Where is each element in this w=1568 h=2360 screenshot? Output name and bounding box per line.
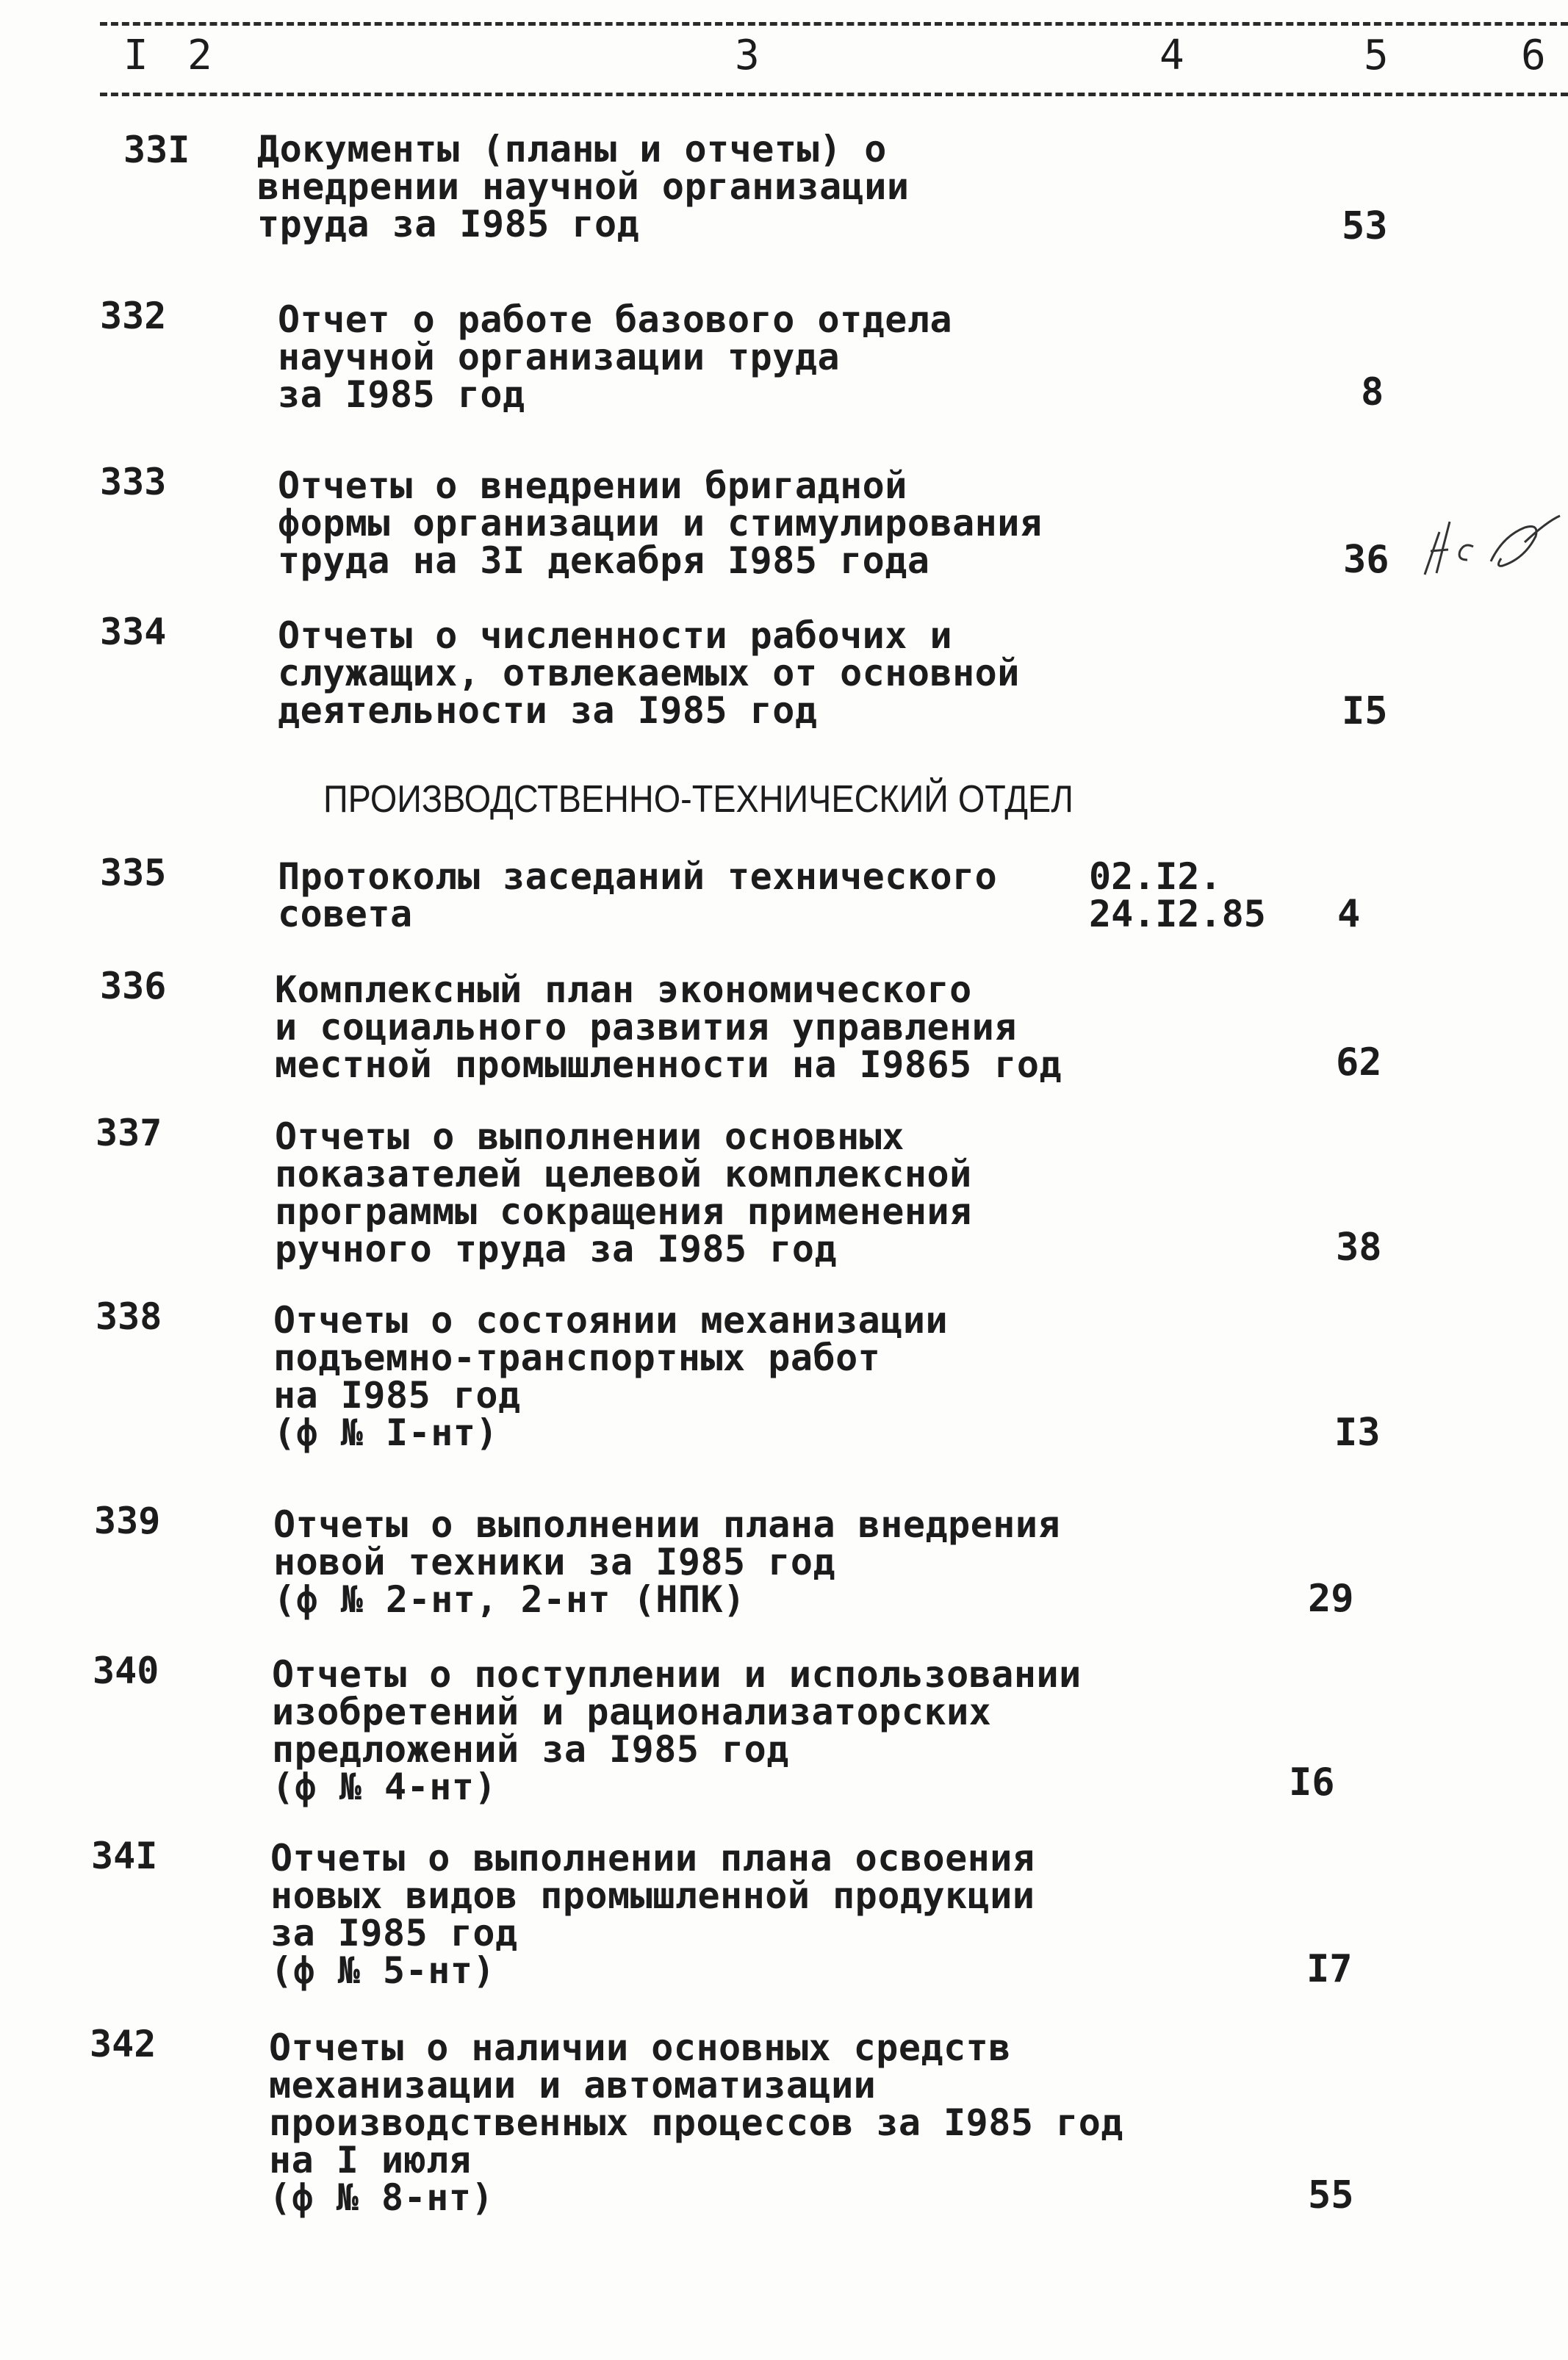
column-header-3: 3 <box>735 32 760 79</box>
entry-title: Протоколы заседаний технического совета <box>278 855 998 935</box>
entry-number: 334 <box>100 611 167 653</box>
entry-sheet-count: 38 <box>1336 1226 1382 1270</box>
column-header-5: 5 <box>1364 32 1389 79</box>
entry-number: 335 <box>100 852 167 894</box>
entry-title: Отчеты о численности рабочих и служащих, отвлекаемых от основной деятельности за I985 год <box>278 614 1020 732</box>
entry-number: 338 <box>96 1295 162 1338</box>
entry-sheet-count: 36 <box>1343 538 1389 582</box>
entry-number: 33I <box>123 129 190 171</box>
handwritten-note-image <box>1414 507 1561 588</box>
entry-title: Отчеты о поступлении и использовании изобретений и рационализаторских предложений за I985 год (ф № 4-нт) <box>272 1653 1082 1808</box>
entry-title: Документы (планы и отчеты) о внедрении научной организации труда за I985 год <box>257 128 910 245</box>
entry-sheet-count: 4 <box>1337 892 1361 936</box>
entry-title: Отчеты о выполнении плана освоения новых видов промышленной продукции за I985 год (ф № 5-нт) <box>270 1837 1035 1992</box>
column-header-1: I <box>123 32 148 79</box>
entry-number: 332 <box>100 295 167 337</box>
entry-sheet-count: 53 <box>1342 204 1388 248</box>
entry-number: 342 <box>90 2023 157 2065</box>
entry-sheet-count: 8 <box>1361 370 1384 414</box>
entry-sheet-count: I6 <box>1289 1760 1335 1805</box>
entry-sheet-count: I7 <box>1306 1947 1353 1991</box>
entry-title: Отчеты о наличии основных средств механизации и автоматизации производственных процессов за I985 год на I июля (ф № 8-нт) <box>269 2026 1123 2219</box>
entry-title: Отчеты о выполнении основных показателей целевой комплексной программы сокращения применения ручного труда за I985 год <box>275 1115 972 1270</box>
entry-title: Отчеты о внедрении бригадной формы организации и стимулирования труда на 3I декабря I985 года <box>278 464 1043 582</box>
column-header-6: 6 <box>1521 32 1546 79</box>
entry-title: Комплексный план экономического и социального развития управления местной промышленности на I9865 год <box>275 968 1062 1086</box>
entry-number: 337 <box>96 1112 162 1154</box>
entry-number: 34I <box>91 1835 158 1877</box>
entry-sheet-count: 29 <box>1308 1577 1354 1621</box>
entry-title: Отчеты о выполнении плана внедрения новой техники за I985 год (ф № 2-нт, 2-нт (НПК) <box>273 1503 1061 1621</box>
header-top-rule <box>100 22 1568 26</box>
entry-number: 340 <box>93 1650 159 1692</box>
header-bottom-rule <box>100 93 1568 96</box>
entry-number: 333 <box>100 461 167 503</box>
entry-number: 336 <box>100 965 167 1007</box>
entry-title: Отчет о работе базового отдела научной организации труда за I985 год <box>278 298 953 416</box>
column-header-4: 4 <box>1159 32 1184 79</box>
section-heading: ПРОИЗВОДСТВЕННО-ТЕХНИЧЕСКИЙ ОТДЕЛ <box>323 778 1073 821</box>
entry-sheet-count: 62 <box>1336 1040 1382 1084</box>
column-header-2: 2 <box>187 32 212 79</box>
entry-number: 339 <box>94 1500 161 1542</box>
entry-date-range: 02.I2. 24.I2.85 <box>1089 855 1266 935</box>
entry-title: Отчеты о состоянии механизации подъемно-транспортных работ на I985 год (ф № I-нт) <box>273 1299 949 1454</box>
entry-sheet-count: I3 <box>1334 1411 1381 1455</box>
entry-sheet-count: 55 <box>1308 2173 1354 2217</box>
entry-sheet-count: I5 <box>1342 689 1388 733</box>
